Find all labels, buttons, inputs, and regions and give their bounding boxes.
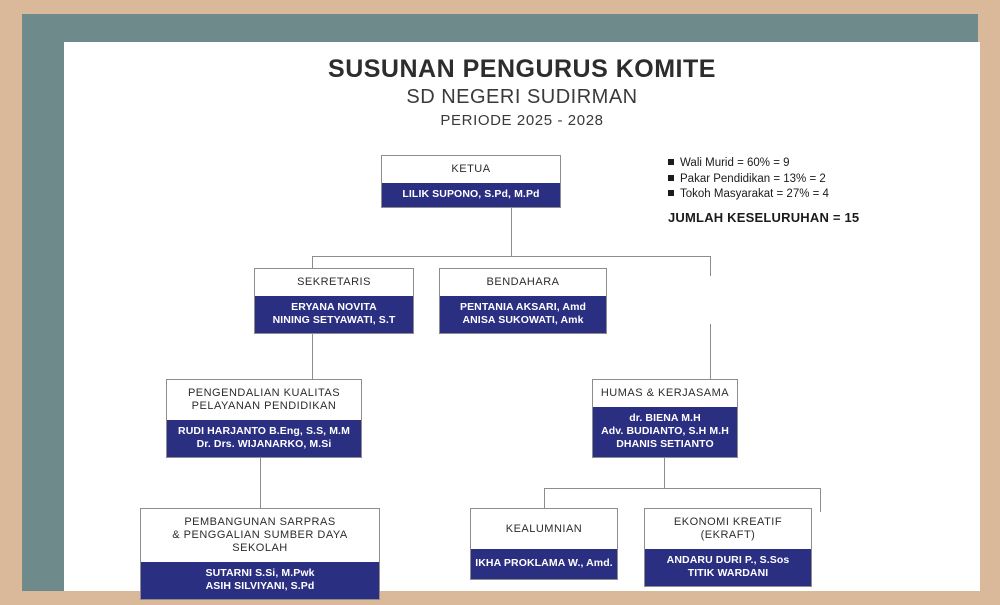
poster-inner-border [22,14,978,591]
node-name: ANISA SUKOWATI, Amk [462,314,584,326]
node-name: IKHA PROKLAMA W., Amd. [475,557,613,569]
node-name: SUTARNI S.Si, M.Pwk [205,567,315,579]
node-sekretaris[interactable] [254,268,414,334]
page-title [64,54,980,132]
connector-level2-horizontal [312,256,710,257]
node-name: PENTANIA AKSARI, Amd [459,301,587,313]
node-names [255,296,413,333]
node-names [141,562,379,599]
node-names [471,549,617,579]
connector-ekraft-up [820,488,821,512]
node-names [167,420,361,457]
legend [668,156,928,225]
node-names [593,407,737,457]
node-title: HUMAS & KERJASAMA [600,387,730,399]
node-bendahara[interactable] [439,268,607,334]
node-humas-kerjasama[interactable] [592,379,738,458]
node-name: NINING SETYAWATI, S.T [272,314,396,326]
node-kealumnian[interactable] [470,508,618,580]
node-names [382,183,560,207]
node-title-line-1: EKONOMI KREATIF [673,516,783,528]
node-title-line-1: PEMBANGUNAN SARPRAS [184,516,336,528]
node-title: KETUA [451,163,491,175]
square-bullet-icon [668,159,674,165]
connector-ketua-down [511,202,512,256]
node-pembangunan-sarpras[interactable] [140,508,380,600]
node-title: KEALUMNIAN [505,523,583,535]
connector-level4-horizontal [544,488,820,489]
title-line-3: PERIODE 2025 - 2028 [440,112,604,129]
square-bullet-icon [668,175,674,181]
node-name: ASIH SILVIYANI, S.Pd [205,580,315,592]
node-name: dr. BIENA M.H [629,412,701,424]
node-title [645,509,811,549]
connector-bendahara-down [710,324,711,384]
legend-item-label: Wali Murid = 60% = 9 [680,157,790,169]
node-title-line-2: & PENGGALIAN SUMBER DAYA SEKOLAH [172,529,348,554]
node-pengendalian-kualitas[interactable] [166,379,362,458]
node-title: BENDAHARA [486,276,560,288]
legend-item-label: Pakar Pendidikan = 13% = 2 [680,172,826,185]
node-title [167,380,361,420]
node-name: TITIK WARDANI [687,567,769,579]
org-chart-canvas [64,42,980,591]
node-name: Adv. BUDIANTO, S.H M.H [601,425,729,437]
node-name: ERYANA NOVITA [291,301,377,313]
node-names [645,549,811,586]
node-name: DHANIS SETIANTO [616,438,714,450]
node-ekonomi-kreatif[interactable] [644,508,812,587]
legend-total: JUMLAH KESELURUHAN = 15 [668,209,860,225]
legend-item-tokoh-masyarakat [668,187,928,203]
node-name: Dr. Drs. WIJANARKO, M.Si [196,438,332,450]
node-title [141,509,379,562]
node-name: RUDI HARJANTO B.Eng, S.S, M.M [178,425,350,437]
connector-bendahara-up [710,256,711,276]
node-title-line-1: PENGENDALIAN KUALITAS [187,387,341,399]
node-title-line-2: PELAYANAN PENDIDIKAN [191,400,337,412]
title-line-1: SUSUNAN PENGURUS KOMITE [328,55,716,83]
node-title-line-2: (EKRAFT) [700,529,756,541]
node-title: SEKRETARIS [297,276,371,288]
title-line-2: SD NEGERI SUDIRMAN [406,86,638,108]
node-name: ANDARU DURI P., S.Sos [666,554,790,566]
square-bullet-icon [668,190,674,196]
node-ketua[interactable] [381,155,561,208]
legend-item-wali-murid [668,156,928,172]
legend-item-pakar-pendidikan [668,172,928,188]
node-name: LILIK SUPONO, S.Pd, M.Pd [402,188,540,200]
legend-item-label: Tokoh Masyarakat = 27% = 4 [680,188,829,200]
node-names [440,296,606,333]
